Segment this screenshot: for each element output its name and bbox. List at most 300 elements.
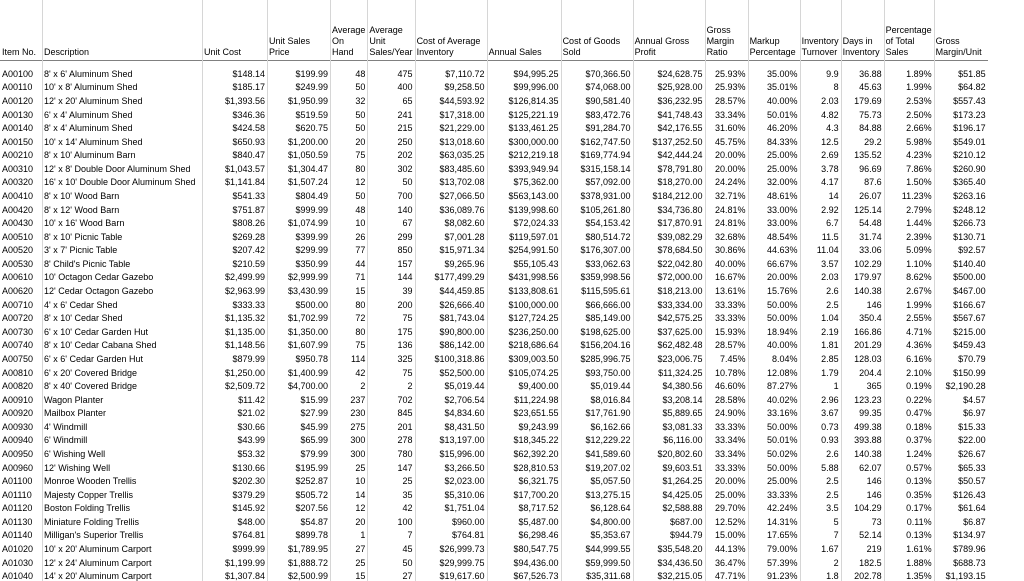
table-row (0, 420, 988, 434)
value-cell: 147 (397, 462, 413, 473)
value-cell: $17,318.00 (439, 109, 485, 120)
value-cell: 8.62% (906, 272, 932, 283)
value-cell: 702 (397, 394, 413, 405)
value-cell: 175 (397, 326, 413, 337)
value-cell: $254,991.50 (508, 245, 559, 256)
value-cell: $315,158.14 (580, 163, 631, 174)
value-cell: $2,190.28 (945, 381, 986, 392)
value-cell: $248.12 (953, 204, 986, 215)
value-cell: $23,006.75 (657, 353, 703, 364)
value-cell: 325 (397, 353, 413, 364)
value-cell: 0.47% (906, 408, 932, 419)
value-cell: $22,042.80 (657, 258, 703, 269)
value-cell: 1.8 (826, 571, 839, 581)
value-cell: $1,751.04 (444, 503, 485, 514)
value-cell: $467.00 (953, 286, 986, 297)
value-cell: $85,149.00 (585, 313, 631, 324)
table-row (0, 176, 988, 190)
value-cell: $5,057.50 (590, 476, 631, 487)
value-cell: $266.73 (953, 218, 986, 229)
item-number-cell: A01110 (2, 489, 32, 500)
value-cell: $35,311.68 (586, 571, 631, 581)
table-row (0, 379, 988, 393)
description-cell: 6' Windmill (44, 435, 88, 446)
value-cell: 33.34% (715, 435, 746, 446)
table-row (0, 569, 988, 581)
table-row (0, 447, 988, 461)
table-header (0, 0, 988, 61)
value-cell: $6.87 (963, 516, 986, 527)
value-cell: 850 (397, 245, 413, 256)
value-cell: $51.85 (958, 68, 986, 79)
value-cell: $8,082.60 (444, 218, 485, 229)
value-cell: 24.81% (715, 204, 746, 215)
value-cell: 50.01% (767, 109, 798, 120)
value-cell: $1,193.15 (945, 571, 986, 581)
item-number-cell: A00110 (2, 82, 33, 93)
value-cell: $162,747.50 (580, 136, 631, 147)
value-cell: 27 (402, 571, 413, 581)
value-cell: $22.00 (958, 435, 986, 446)
value-cell: 31.74 (859, 231, 882, 242)
value-cell: $12,229.22 (585, 435, 631, 446)
item-number-cell: A00510 (2, 231, 34, 242)
value-cell: $57,092.00 (585, 177, 631, 188)
column-divider (202, 0, 203, 581)
value-cell: $5,310.06 (444, 489, 485, 500)
value-cell: $13,018.60 (439, 136, 485, 147)
table-row (0, 502, 988, 516)
value-cell: $44,593.92 (439, 95, 485, 106)
value-cell: $2,706.54 (444, 394, 485, 405)
value-cell: $218,686.64 (508, 340, 559, 351)
value-cell: $196.17 (953, 123, 986, 134)
value-cell: $399.99 (295, 231, 328, 242)
header-days-in-inventory: Days in Inventory (841, 0, 884, 61)
value-cell: $130.71 (953, 231, 986, 242)
value-cell: 845 (397, 408, 413, 419)
value-cell: 77 (355, 245, 366, 256)
value-cell: 2 (360, 381, 366, 392)
value-cell: $25,928.00 (657, 82, 703, 93)
value-cell: $1,148.56 (224, 340, 265, 351)
value-cell: $202.30 (232, 476, 265, 487)
value-cell: $37,625.00 (657, 326, 703, 337)
value-cell: 35.00% (767, 68, 798, 79)
value-cell: 125.14 (854, 204, 882, 215)
column-divider (800, 0, 801, 581)
value-cell: 44.13% (715, 544, 746, 555)
item-number-cell: A00950 (2, 448, 34, 459)
value-cell: 1.35% (906, 571, 932, 581)
description-cell: 8' x 4' Aluminum Shed (44, 123, 133, 134)
value-cell: $78,684.50 (657, 245, 703, 256)
value-cell: $840.47 (232, 150, 265, 161)
value-cell: 40.00% (767, 95, 798, 106)
value-cell: $11,324.25 (658, 367, 703, 378)
value-cell: 17.65% (767, 530, 798, 541)
value-cell: $207.56 (295, 503, 328, 514)
value-cell: $505.72 (295, 489, 328, 500)
value-cell: $53.32 (237, 448, 265, 459)
value-cell: $15.99 (300, 394, 328, 405)
value-cell: $39,082.29 (657, 231, 703, 242)
value-cell: $1,135.00 (224, 326, 265, 337)
value-cell: $83,472.76 (585, 109, 631, 120)
value-cell: 27 (355, 544, 366, 555)
value-cell: 20.00% (767, 272, 798, 283)
value-cell: 32.71% (715, 190, 746, 201)
header-unit-cost: Unit Cost (202, 0, 267, 61)
item-number-cell: A00140 (2, 123, 34, 134)
value-cell: $269.28 (232, 231, 265, 242)
value-cell: $52,500.00 (439, 367, 485, 378)
value-cell: $33,062.63 (585, 258, 631, 269)
value-cell: $41,589.60 (585, 448, 631, 459)
value-cell: 2.53% (906, 95, 932, 106)
value-cell: $11.42 (238, 394, 265, 405)
value-cell: 475 (397, 68, 413, 79)
value-cell: 12 (355, 177, 366, 188)
description-cell: 6' x 4' Aluminum Shed (44, 109, 133, 120)
value-cell: $1,050.59 (287, 150, 328, 161)
value-cell: 35.01% (767, 82, 798, 93)
table-row (0, 556, 988, 570)
description-cell: 10' x 20' Aluminum Carport (44, 544, 152, 555)
value-cell: $64.82 (958, 82, 986, 93)
value-cell: 1.50% (906, 177, 932, 188)
value-cell: 39 (402, 286, 413, 297)
value-cell: 4.82 (821, 109, 839, 120)
value-cell: 0.13% (906, 476, 932, 487)
value-cell: $21.02 (237, 408, 265, 419)
value-cell: $62,392.20 (513, 448, 559, 459)
value-cell: $1,393.56 (224, 95, 265, 106)
value-cell: 45 (402, 544, 413, 555)
value-cell: $3,208.14 (662, 394, 703, 405)
value-cell: 0.35% (906, 489, 932, 500)
value-cell: $215.00 (953, 326, 986, 337)
item-number-cell: A00520 (2, 245, 34, 256)
value-cell: $5,487.00 (518, 516, 559, 527)
value-cell: 5.98% (906, 136, 932, 147)
value-cell: 2.69 (821, 150, 839, 161)
table-body (0, 61, 988, 581)
item-number-cell: A00750 (2, 353, 34, 364)
item-number-cell: A01020 (2, 544, 34, 555)
value-cell: 28.57% (715, 340, 746, 351)
value-cell: $4,834.60 (444, 408, 485, 419)
value-cell: $13,197.00 (439, 435, 485, 446)
value-cell: $346.36 (232, 109, 265, 120)
value-cell: 40.00% (715, 258, 746, 269)
value-cell: 33.00% (767, 204, 798, 215)
column-divider (367, 0, 368, 581)
value-cell: $1,135.32 (224, 313, 265, 324)
value-cell: $34,436.50 (657, 557, 703, 568)
value-cell: $36,089.76 (439, 204, 485, 215)
value-cell: 1 (360, 530, 366, 541)
value-cell: 75 (402, 367, 413, 378)
value-cell: 24.81% (715, 218, 746, 229)
item-number-cell: A01100 (2, 476, 33, 487)
item-number-cell: A00710 (2, 299, 34, 310)
item-number-cell: A00100 (2, 68, 34, 79)
description-cell: 10' x 16' Wood Barn (44, 218, 125, 229)
value-cell: $24,628.75 (657, 68, 703, 79)
table-row (0, 515, 988, 529)
value-cell: 3.67 (821, 408, 839, 419)
value-cell: $1,789.95 (287, 544, 328, 555)
value-cell: 700 (397, 190, 413, 201)
value-cell: $90,800.00 (439, 326, 485, 337)
value-cell: 7.86% (906, 163, 932, 174)
column-divider (748, 0, 749, 581)
value-cell: 75 (355, 150, 366, 161)
value-cell: $519.59 (295, 109, 328, 120)
value-cell: $8,717.52 (518, 503, 559, 514)
value-cell: 140.38 (854, 286, 882, 297)
value-cell: 1.10% (906, 258, 932, 269)
description-cell: 8' x 12' Wood Barn (44, 204, 120, 215)
value-cell: 365 (866, 381, 882, 392)
description-cell: 12' x 8' Double Door Aluminum Shed (44, 163, 191, 174)
value-cell: $212,219.18 (508, 150, 559, 161)
value-cell: $350.99 (295, 258, 328, 269)
description-cell: Majesty Copper Trellis (44, 489, 134, 500)
value-cell: 32 (355, 95, 366, 106)
value-cell: $80,514.72 (585, 231, 631, 242)
item-number-cell: A00610 (2, 272, 34, 283)
description-cell: 8' x 10' Wood Barn (44, 190, 120, 201)
value-cell: 13.61% (715, 286, 746, 297)
item-number-cell: A01120 (2, 503, 33, 514)
value-cell: 54.48 (859, 218, 882, 229)
value-cell: 20 (355, 136, 366, 147)
value-cell: $27,066.50 (439, 190, 485, 201)
value-cell: 300 (350, 435, 366, 446)
value-cell: 50 (355, 109, 366, 120)
description-cell: 6' x 10' Cedar Garden Hut (44, 326, 148, 337)
description-cell: 10' x 8' Aluminum Shed (44, 82, 138, 93)
value-cell: 300 (350, 448, 366, 459)
value-cell: $3,430.99 (287, 286, 328, 297)
description-cell: 8' Child's Picnic Table (44, 258, 131, 269)
header-description: Description (42, 0, 202, 61)
value-cell: $195.99 (295, 462, 328, 473)
header-unit-sales-price: Unit Sales Price (267, 0, 330, 61)
value-cell: 33.33% (715, 421, 746, 432)
value-cell: 33.34% (715, 448, 746, 459)
table-row (0, 216, 988, 230)
table-row (0, 257, 988, 271)
value-cell: $333.33 (232, 299, 265, 310)
value-cell: 6.7 (826, 218, 839, 229)
value-cell: 50 (402, 177, 413, 188)
value-cell: $1,307.84 (224, 571, 265, 581)
value-cell: 10.78% (715, 367, 746, 378)
value-cell: $59,999.50 (585, 557, 631, 568)
value-cell: 28.58% (715, 394, 746, 405)
value-cell: 29.2 (864, 136, 882, 147)
value-cell: 91.23% (767, 571, 798, 581)
value-cell: 136 (397, 340, 413, 351)
value-cell: 499.38 (854, 421, 882, 432)
value-cell: $4,800.00 (590, 516, 631, 527)
value-cell: $9,265.96 (444, 258, 485, 269)
value-cell: 36.88 (859, 68, 882, 79)
header-annual-gross-profit: Annual Gross Profit (633, 0, 705, 61)
value-cell: 72 (355, 313, 366, 324)
value-cell: 146 (866, 489, 882, 500)
value-cell: 250 (397, 136, 413, 147)
column-divider (561, 0, 562, 581)
value-cell: $86,142.00 (439, 340, 485, 351)
description-cell: Boston Folding Trellis (44, 503, 131, 514)
value-cell: $156,204.16 (580, 340, 631, 351)
value-cell: $567.67 (953, 313, 986, 324)
value-cell: 780 (397, 448, 413, 459)
value-cell: $7,001.28 (444, 231, 485, 242)
value-cell: $299.99 (295, 245, 328, 256)
value-cell: $1,507.24 (287, 177, 328, 188)
value-cell: 33.06 (859, 245, 882, 256)
value-cell: 146 (866, 476, 882, 487)
column-divider (330, 0, 331, 581)
value-cell: 14.31% (767, 516, 798, 527)
value-cell: 201.29 (854, 340, 882, 351)
value-cell: $1,607.99 (287, 340, 328, 351)
value-cell: $75,362.00 (513, 177, 559, 188)
value-cell: $65.33 (958, 462, 986, 473)
table-row (0, 488, 988, 502)
value-cell: 50 (355, 82, 366, 93)
value-cell: $105,074.25 (508, 367, 559, 378)
value-cell: 11.04 (816, 245, 839, 256)
table-row (0, 434, 988, 448)
value-cell: $20,802.60 (657, 448, 703, 459)
value-cell: 0.17% (906, 503, 932, 514)
value-cell: 25.00% (767, 163, 798, 174)
value-cell: $300,000.00 (508, 136, 559, 147)
value-cell: 28.57% (715, 95, 746, 106)
value-cell: 33.33% (715, 462, 746, 473)
value-cell: 25 (402, 476, 413, 487)
description-cell: 8' x 10' Aluminum Barn (44, 150, 136, 161)
value-cell: 0.18% (906, 421, 932, 432)
value-cell: $70,366.50 (585, 68, 631, 79)
value-cell: 2.03 (821, 272, 839, 283)
value-cell: 99.35 (859, 408, 882, 419)
value-cell: $4,425.05 (662, 489, 703, 500)
value-cell: 14 (828, 190, 839, 201)
table-row (0, 148, 988, 162)
value-cell: 2 (407, 381, 413, 392)
value-cell: $105,261.80 (580, 204, 631, 215)
value-cell: $309,003.50 (508, 353, 559, 364)
value-cell: $6.97 (963, 408, 986, 419)
value-cell: $94,995.25 (513, 68, 559, 79)
value-cell: $944.79 (670, 530, 703, 541)
value-cell: $29,999.75 (439, 557, 485, 568)
value-cell: 18.94% (767, 326, 798, 337)
value-cell: $285,996.75 (580, 353, 631, 364)
value-cell: $2,500.99 (287, 571, 328, 581)
value-cell: 1.04 (821, 313, 839, 324)
value-cell: 33.00% (767, 218, 798, 229)
value-cell: $1,200.00 (287, 136, 328, 147)
description-cell: 8' x 40' Covered Bridge (44, 381, 137, 392)
value-cell: 79.00% (767, 544, 798, 555)
value-cell: $6,321.75 (518, 476, 559, 487)
value-cell: $1,199.99 (224, 557, 265, 568)
value-cell: $1,141.84 (224, 177, 265, 188)
value-cell: 73 (871, 516, 882, 527)
column-divider (934, 0, 935, 581)
value-cell: 302 (397, 163, 413, 174)
item-number-cell: A00740 (2, 340, 34, 351)
description-cell: 14' x 20' Aluminum Carport (44, 571, 152, 581)
value-cell: $148.14 (232, 68, 265, 79)
table-row (0, 230, 988, 244)
value-cell: 25 (355, 557, 366, 568)
value-cell: 50.00% (767, 313, 798, 324)
value-cell: 4.17 (821, 177, 839, 188)
value-cell: $1,950.99 (287, 95, 328, 106)
value-cell: $9,258.50 (444, 82, 485, 93)
table-row (0, 189, 988, 203)
value-cell: 25.93% (715, 68, 746, 79)
value-cell: 2.10% (906, 367, 932, 378)
value-cell: 350.4 (859, 313, 882, 324)
value-cell: $133,808.61 (508, 286, 559, 297)
value-cell: $4,380.56 (662, 381, 703, 392)
value-cell: $70.79 (958, 353, 986, 364)
table-row (0, 366, 988, 380)
value-cell: $11,224.98 (514, 394, 559, 405)
value-cell: $125,221.19 (508, 109, 559, 120)
value-cell: 1.99% (906, 82, 932, 93)
value-cell: 2.79% (906, 204, 932, 215)
value-cell: 12 (355, 503, 366, 514)
header-row (0, 0, 988, 61)
header-cost-avg-inventory: Cost of Average Inventory (415, 0, 487, 61)
item-number-cell: A00420 (2, 204, 34, 215)
value-cell: $74,068.00 (585, 82, 631, 93)
value-cell: 47.71% (715, 571, 746, 581)
value-cell: 35 (402, 489, 413, 500)
value-cell: $365.40 (953, 177, 986, 188)
value-cell: $15,996.00 (439, 448, 485, 459)
value-cell: $393,949.94 (508, 163, 559, 174)
value-cell: $198,625.00 (580, 326, 631, 337)
value-cell: $23,651.55 (513, 408, 559, 419)
value-cell: $13,702.08 (439, 177, 485, 188)
value-cell: 75 (402, 313, 413, 324)
table-row (0, 461, 988, 475)
value-cell: $100,000.00 (508, 299, 559, 310)
table-row (0, 339, 988, 353)
value-cell: 31.60% (715, 123, 746, 134)
value-cell: 2.03 (821, 95, 839, 106)
value-cell: $5,889.65 (662, 408, 703, 419)
description-cell: 12' Wishing Well (44, 462, 111, 473)
value-cell: 25 (355, 462, 366, 473)
value-cell: 12.5 (821, 136, 839, 147)
table-row (0, 81, 988, 95)
description-cell: 8' x 10' Cedar Shed (44, 313, 123, 324)
value-cell: 96.69 (859, 163, 882, 174)
